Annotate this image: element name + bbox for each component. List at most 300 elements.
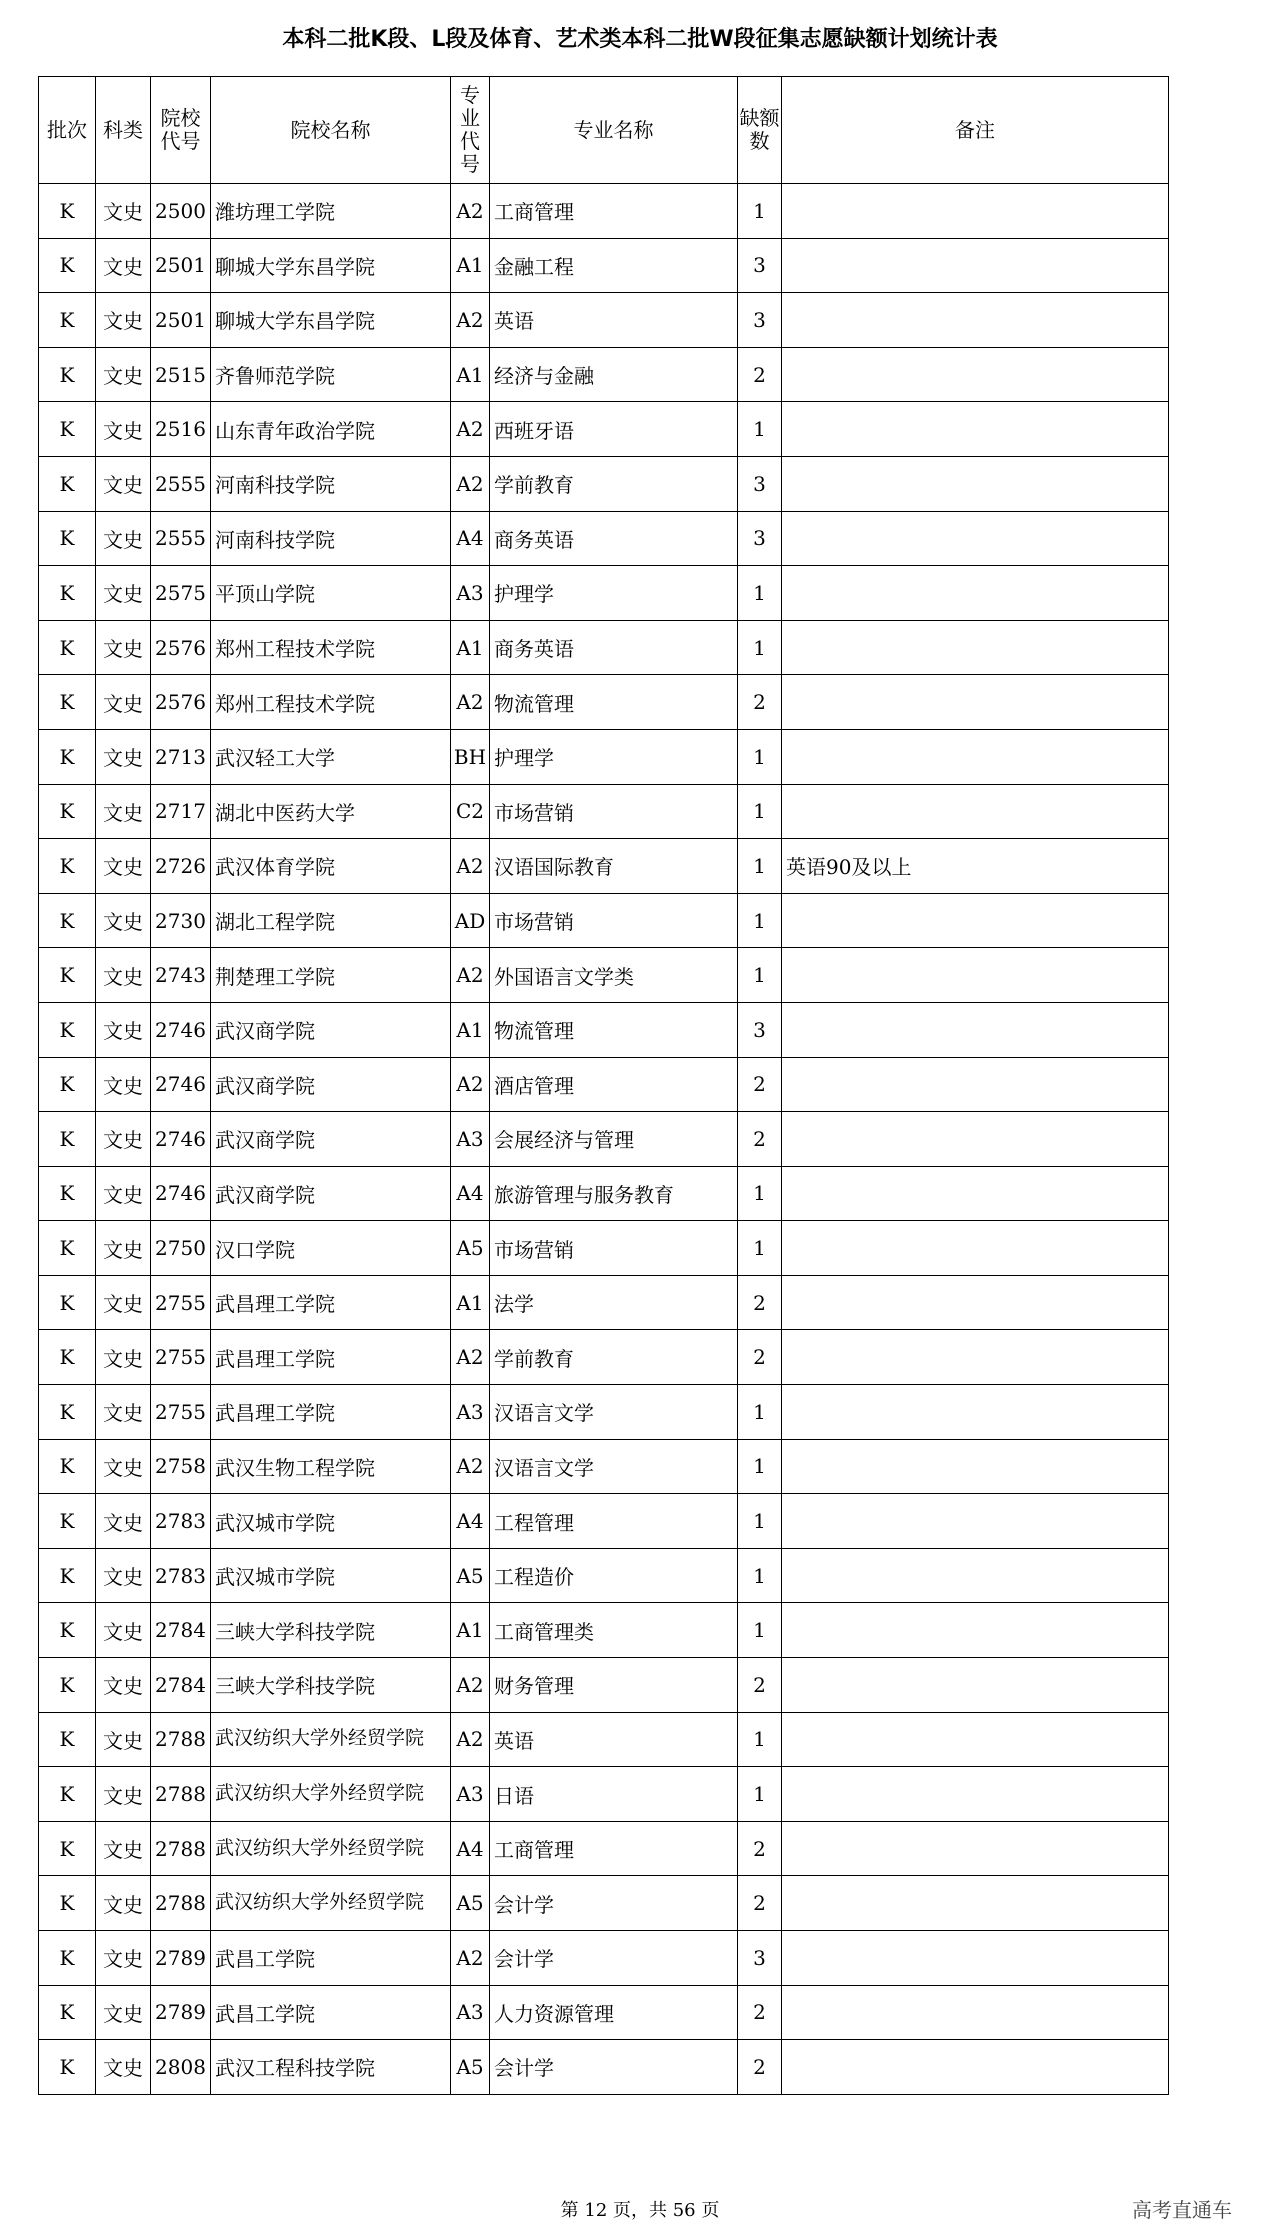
cell-school-name: 武汉纺织大学外经贸学院: [211, 1767, 451, 1822]
cell-remarks: [782, 1166, 1169, 1221]
cell-category: 文史: [96, 1221, 151, 1276]
cell-major-code: A4: [451, 1166, 490, 1221]
cell-school-code: 2746: [151, 1057, 211, 1112]
cell-school-code: 2758: [151, 1439, 211, 1494]
cell-school-code: 2808: [151, 2040, 211, 2095]
cell-school-code: 2784: [151, 1658, 211, 1713]
cell-category: 文史: [96, 456, 151, 511]
cell-major-name: 工商管理: [490, 184, 738, 239]
cell-vacancies: 3: [738, 511, 782, 566]
cell-school-code: 2750: [151, 1221, 211, 1276]
cell-school-name: 武汉城市学院: [211, 1494, 451, 1549]
cell-school-code: 2755: [151, 1385, 211, 1440]
table-row: [39, 729, 1169, 784]
cell-school-code: 2713: [151, 729, 211, 784]
cell-remarks: [782, 1385, 1169, 1440]
cell-remarks: [782, 729, 1169, 784]
cell-category: 文史: [96, 1985, 151, 2040]
table-row: [39, 511, 1169, 566]
header-vacancies: 缺额数: [738, 77, 782, 184]
cell-school-name: 潍坊理工学院: [211, 184, 451, 239]
cell-major-code: A2: [451, 839, 490, 894]
cell-school-name: 武汉纺织大学外经贸学院: [211, 1821, 451, 1876]
cell-category: 文史: [96, 839, 151, 894]
cell-remarks: [782, 784, 1169, 839]
table-body: [39, 184, 1169, 2095]
cell-batch: K: [39, 675, 96, 730]
cell-major-code: A4: [451, 1821, 490, 1876]
cell-major-code: A1: [451, 1002, 490, 1057]
vacancy-table: [38, 76, 1169, 2095]
cell-category: 文史: [96, 1767, 151, 1822]
cell-major-name: 经济与金融: [490, 347, 738, 402]
cell-school-name: 湖北中医药大学: [211, 784, 451, 839]
cell-remarks: [782, 238, 1169, 293]
cell-school-name: 湖北工程学院: [211, 893, 451, 948]
cell-category: 文史: [96, 1166, 151, 1221]
cell-school-code: 2555: [151, 511, 211, 566]
cell-major-code: A3: [451, 1985, 490, 2040]
cell-remarks: [782, 184, 1169, 239]
table-row: [39, 1385, 1169, 1440]
cell-remarks: [782, 456, 1169, 511]
cell-major-name: 会计学: [490, 2040, 738, 2095]
table-row: [39, 784, 1169, 839]
cell-remarks: [782, 1439, 1169, 1494]
header-category: 科类: [96, 77, 151, 184]
cell-batch: K: [39, 1548, 96, 1603]
cell-major-name: 市场营销: [490, 893, 738, 948]
cell-school-code: 2515: [151, 347, 211, 402]
cell-vacancies: 1: [738, 1712, 782, 1767]
cell-major-name: 商务英语: [490, 511, 738, 566]
table-row: [39, 347, 1169, 402]
cell-major-code: A2: [451, 1658, 490, 1713]
cell-remarks: [782, 948, 1169, 1003]
cell-school-name: 汉口学院: [211, 1221, 451, 1276]
cell-major-name: 汉语国际教育: [490, 839, 738, 894]
cell-vacancies: 1: [738, 1548, 782, 1603]
cell-school-name: 武昌理工学院: [211, 1385, 451, 1440]
cell-category: 文史: [96, 1330, 151, 1385]
cell-batch: K: [39, 948, 96, 1003]
table-header-row: [39, 77, 1169, 184]
cell-school-code: 2726: [151, 839, 211, 894]
cell-remarks: [782, 1603, 1169, 1658]
cell-vacancies: 2: [738, 1821, 782, 1876]
cell-major-name: 酒店管理: [490, 1057, 738, 1112]
cell-category: 文史: [96, 511, 151, 566]
page-number: 第 12 页，共 56 页: [560, 2200, 720, 2221]
cell-vacancies: 2: [738, 347, 782, 402]
cell-school-name: 三峡大学科技学院: [211, 1603, 451, 1658]
cell-major-name: 汉语言文学: [490, 1385, 738, 1440]
cell-major-name: 法学: [490, 1275, 738, 1330]
header-major-name: 专业名称: [490, 77, 738, 184]
table-row: [39, 238, 1169, 293]
cell-major-code: C2: [451, 784, 490, 839]
cell-remarks: [782, 1221, 1169, 1276]
cell-school-code: 2784: [151, 1603, 211, 1658]
cell-major-code: AD: [451, 893, 490, 948]
cell-major-code: A1: [451, 238, 490, 293]
cell-major-name: 商务英语: [490, 620, 738, 675]
cell-remarks: [782, 1494, 1169, 1549]
cell-remarks: [782, 1112, 1169, 1167]
cell-category: 文史: [96, 1002, 151, 1057]
cell-school-name: 武汉体育学院: [211, 839, 451, 894]
header-school-code: 院校代号: [151, 77, 211, 184]
cell-batch: K: [39, 1712, 96, 1767]
cell-category: 文史: [96, 293, 151, 348]
cell-vacancies: 3: [738, 1931, 782, 1986]
cell-batch: K: [39, 1002, 96, 1057]
cell-remarks: [782, 1548, 1169, 1603]
cell-batch: K: [39, 1057, 96, 1112]
cell-category: 文史: [96, 620, 151, 675]
cell-remarks: [782, 1330, 1169, 1385]
table-row: [39, 1603, 1169, 1658]
cell-major-code: A3: [451, 1385, 490, 1440]
cell-major-name: 金融工程: [490, 238, 738, 293]
cell-vacancies: 1: [738, 839, 782, 894]
cell-batch: K: [39, 1166, 96, 1221]
cell-school-name: 聊城大学东昌学院: [211, 293, 451, 348]
cell-batch: K: [39, 839, 96, 894]
cell-major-code: A2: [451, 293, 490, 348]
cell-category: 文史: [96, 1821, 151, 1876]
cell-school-name: 武汉商学院: [211, 1002, 451, 1057]
table-row: [39, 1112, 1169, 1167]
cell-vacancies: 2: [738, 1876, 782, 1931]
cell-school-name: 聊城大学东昌学院: [211, 238, 451, 293]
table-row: [39, 1002, 1169, 1057]
cell-batch: K: [39, 511, 96, 566]
cell-school-name: 武昌工学院: [211, 1985, 451, 2040]
cell-major-name: 工程造价: [490, 1548, 738, 1603]
cell-batch: K: [39, 456, 96, 511]
cell-school-code: 2783: [151, 1548, 211, 1603]
cell-school-code: 2743: [151, 948, 211, 1003]
header-remarks: 备注: [782, 77, 1169, 184]
cell-batch: K: [39, 784, 96, 839]
table-row: [39, 1330, 1169, 1385]
cell-major-name: 工商管理类: [490, 1603, 738, 1658]
cell-remarks: [782, 1931, 1169, 1986]
brand-watermark: 高考直通车: [1132, 2198, 1232, 2222]
cell-remarks: [782, 511, 1169, 566]
cell-vacancies: 2: [738, 2040, 782, 2095]
page-title: 本科二批K段、L段及体育、艺术类本科二批W段征集志愿缺额计划统计表: [282, 27, 998, 52]
cell-major-code: A1: [451, 1275, 490, 1330]
cell-major-code: A2: [451, 1712, 490, 1767]
cell-major-name: 护理学: [490, 566, 738, 621]
cell-school-name: 武昌理工学院: [211, 1330, 451, 1385]
cell-remarks: [782, 1985, 1169, 2040]
cell-major-name: 会计学: [490, 1876, 738, 1931]
cell-batch: K: [39, 1439, 96, 1494]
cell-major-name: 人力资源管理: [490, 1985, 738, 2040]
cell-vacancies: 1: [738, 729, 782, 784]
cell-vacancies: 2: [738, 1658, 782, 1713]
cell-batch: K: [39, 1931, 96, 1986]
table-row: [39, 566, 1169, 621]
cell-major-code: A3: [451, 1767, 490, 1822]
cell-school-name: 武汉商学院: [211, 1112, 451, 1167]
cell-category: 文史: [96, 347, 151, 402]
cell-category: 文史: [96, 1658, 151, 1713]
cell-category: 文史: [96, 1439, 151, 1494]
cell-school-code: 2788: [151, 1712, 211, 1767]
table-row: [39, 1494, 1169, 1549]
table-row: [39, 402, 1169, 457]
cell-vacancies: 2: [738, 1985, 782, 2040]
cell-batch: K: [39, 1330, 96, 1385]
table-row: [39, 184, 1169, 239]
cell-category: 文史: [96, 1712, 151, 1767]
cell-vacancies: 3: [738, 1002, 782, 1057]
cell-vacancies: 1: [738, 1221, 782, 1276]
cell-school-name: 郑州工程技术学院: [211, 620, 451, 675]
cell-remarks: [782, 893, 1169, 948]
cell-vacancies: 2: [738, 1112, 782, 1167]
cell-category: 文史: [96, 1275, 151, 1330]
cell-school-code: 2501: [151, 238, 211, 293]
cell-vacancies: 1: [738, 1385, 782, 1440]
cell-category: 文史: [96, 1548, 151, 1603]
cell-major-code: A2: [451, 675, 490, 730]
cell-major-code: A2: [451, 1439, 490, 1494]
table-row: [39, 1821, 1169, 1876]
cell-major-name: 外国语言文学类: [490, 948, 738, 1003]
cell-major-name: 护理学: [490, 729, 738, 784]
table-row: [39, 1221, 1169, 1276]
cell-school-name: 荆楚理工学院: [211, 948, 451, 1003]
cell-school-code: 2788: [151, 1876, 211, 1931]
cell-major-code: A2: [451, 402, 490, 457]
cell-remarks: [782, 1767, 1169, 1822]
cell-remarks: [782, 293, 1169, 348]
cell-school-name: 武汉生物工程学院: [211, 1439, 451, 1494]
cell-category: 文史: [96, 784, 151, 839]
cell-remarks: [782, 2040, 1169, 2095]
cell-category: 文史: [96, 1876, 151, 1931]
cell-school-code: 2755: [151, 1275, 211, 1330]
cell-major-code: A2: [451, 1931, 490, 1986]
cell-remarks: [782, 566, 1169, 621]
cell-school-name: 武汉商学院: [211, 1166, 451, 1221]
cell-major-name: 会展经济与管理: [490, 1112, 738, 1167]
cell-category: 文史: [96, 402, 151, 457]
cell-school-code: 2789: [151, 1931, 211, 1986]
cell-category: 文史: [96, 1931, 151, 1986]
table-row: [39, 1712, 1169, 1767]
cell-school-code: 2788: [151, 1767, 211, 1822]
cell-major-code: A2: [451, 1330, 490, 1385]
cell-batch: K: [39, 729, 96, 784]
cell-vacancies: 1: [738, 1767, 782, 1822]
cell-major-name: 工商管理: [490, 1821, 738, 1876]
cell-batch: K: [39, 238, 96, 293]
cell-school-name: 山东青年政治学院: [211, 402, 451, 457]
cell-category: 文史: [96, 675, 151, 730]
cell-school-name: 武昌理工学院: [211, 1275, 451, 1330]
table-row: [39, 1548, 1169, 1603]
cell-school-name: 齐鲁师范学院: [211, 347, 451, 402]
table-row: [39, 893, 1169, 948]
cell-remarks: [782, 1658, 1169, 1713]
cell-batch: K: [39, 293, 96, 348]
cell-batch: K: [39, 1603, 96, 1658]
cell-school-code: 2555: [151, 456, 211, 511]
cell-school-name: 武汉商学院: [211, 1057, 451, 1112]
cell-batch: K: [39, 893, 96, 948]
cell-batch: K: [39, 566, 96, 621]
table-row: [39, 1166, 1169, 1221]
table-row: [39, 1658, 1169, 1713]
cell-category: 文史: [96, 2040, 151, 2095]
cell-batch: K: [39, 2040, 96, 2095]
cell-major-name: 旅游管理与服务教育: [490, 1166, 738, 1221]
cell-category: 文史: [96, 948, 151, 1003]
cell-school-name: 平顶山学院: [211, 566, 451, 621]
cell-school-code: 2730: [151, 893, 211, 948]
cell-category: 文史: [96, 1494, 151, 1549]
cell-batch: K: [39, 402, 96, 457]
cell-batch: K: [39, 1821, 96, 1876]
cell-school-code: 2746: [151, 1002, 211, 1057]
cell-remarks: [782, 1821, 1169, 1876]
cell-school-code: 2789: [151, 1985, 211, 2040]
cell-major-name: 英语: [490, 1712, 738, 1767]
cell-batch: K: [39, 1112, 96, 1167]
cell-remarks: [782, 1002, 1169, 1057]
cell-school-name: 武汉纺织大学外经贸学院: [211, 1876, 451, 1931]
cell-major-code: A4: [451, 1494, 490, 1549]
cell-batch: K: [39, 620, 96, 675]
header-major-code: 专业代号: [451, 77, 490, 184]
cell-major-code: A3: [451, 1112, 490, 1167]
cell-remarks: [782, 402, 1169, 457]
cell-major-name: 日语: [490, 1767, 738, 1822]
cell-major-code: A2: [451, 184, 490, 239]
cell-school-code: 2746: [151, 1112, 211, 1167]
cell-vacancies: 1: [738, 620, 782, 675]
cell-major-code: A1: [451, 347, 490, 402]
cell-school-name: 河南科技学院: [211, 456, 451, 511]
cell-remarks: [782, 1057, 1169, 1112]
cell-vacancies: 2: [738, 675, 782, 730]
cell-vacancies: 1: [738, 1166, 782, 1221]
cell-major-code: A5: [451, 1221, 490, 1276]
cell-school-name: 武汉纺织大学外经贸学院: [211, 1712, 451, 1767]
table-row: [39, 675, 1169, 730]
cell-category: 文史: [96, 893, 151, 948]
cell-category: 文史: [96, 184, 151, 239]
cell-major-name: 市场营销: [490, 784, 738, 839]
cell-school-code: 2516: [151, 402, 211, 457]
cell-school-code: 2783: [151, 1494, 211, 1549]
cell-major-name: 学前教育: [490, 1330, 738, 1385]
cell-batch: K: [39, 347, 96, 402]
table-row: [39, 293, 1169, 348]
cell-school-code: 2746: [151, 1166, 211, 1221]
cell-major-code: A5: [451, 1876, 490, 1931]
cell-major-name: 物流管理: [490, 675, 738, 730]
cell-school-name: 武昌工学院: [211, 1931, 451, 1986]
cell-major-code: BH: [451, 729, 490, 784]
cell-major-name: 西班牙语: [490, 402, 738, 457]
cell-vacancies: 3: [738, 293, 782, 348]
cell-remarks: [782, 620, 1169, 675]
cell-vacancies: 1: [738, 948, 782, 1003]
cell-category: 文史: [96, 729, 151, 784]
cell-major-name: 汉语言文学: [490, 1439, 738, 1494]
cell-vacancies: 1: [738, 893, 782, 948]
cell-remarks: [782, 347, 1169, 402]
cell-school-code: 2788: [151, 1821, 211, 1876]
table-row: [39, 456, 1169, 511]
cell-major-name: 市场营销: [490, 1221, 738, 1276]
cell-remarks: [782, 675, 1169, 730]
cell-vacancies: 1: [738, 1494, 782, 1549]
cell-school-code: 2576: [151, 675, 211, 730]
cell-batch: K: [39, 1494, 96, 1549]
cell-category: 文史: [96, 1385, 151, 1440]
header-batch: 批次: [39, 77, 96, 184]
cell-vacancies: 1: [738, 402, 782, 457]
cell-vacancies: 2: [738, 1057, 782, 1112]
cell-major-name: 工程管理: [490, 1494, 738, 1549]
table-row: [39, 1439, 1169, 1494]
cell-school-name: 武汉工程科技学院: [211, 2040, 451, 2095]
cell-vacancies: 1: [738, 184, 782, 239]
table-row: [39, 1767, 1169, 1822]
cell-category: 文史: [96, 1057, 151, 1112]
cell-vacancies: 1: [738, 784, 782, 839]
cell-major-code: A3: [451, 566, 490, 621]
table-row: [39, 1057, 1169, 1112]
cell-remarks: 英语90及以上: [782, 839, 1169, 894]
cell-major-name: 会计学: [490, 1931, 738, 1986]
cell-school-name: 武汉城市学院: [211, 1548, 451, 1603]
cell-major-code: A2: [451, 948, 490, 1003]
cell-major-code: A4: [451, 511, 490, 566]
cell-vacancies: 3: [738, 456, 782, 511]
table-row: [39, 620, 1169, 675]
cell-major-code: A2: [451, 456, 490, 511]
cell-school-code: 2575: [151, 566, 211, 621]
cell-major-code: A1: [451, 620, 490, 675]
cell-vacancies: 1: [738, 566, 782, 621]
cell-batch: K: [39, 1658, 96, 1713]
cell-vacancies: 1: [738, 1439, 782, 1494]
cell-remarks: [782, 1712, 1169, 1767]
cell-major-code: A5: [451, 2040, 490, 2095]
cell-school-name: 郑州工程技术学院: [211, 675, 451, 730]
cell-major-name: 财务管理: [490, 1658, 738, 1713]
cell-vacancies: 3: [738, 238, 782, 293]
cell-batch: K: [39, 1275, 96, 1330]
table-row: [39, 1931, 1169, 1986]
cell-school-code: 2500: [151, 184, 211, 239]
table-row: [39, 1876, 1169, 1931]
cell-major-code: A1: [451, 1603, 490, 1658]
cell-batch: K: [39, 1221, 96, 1276]
cell-vacancies: 2: [738, 1330, 782, 1385]
cell-major-name: 物流管理: [490, 1002, 738, 1057]
cell-school-name: 三峡大学科技学院: [211, 1658, 451, 1713]
